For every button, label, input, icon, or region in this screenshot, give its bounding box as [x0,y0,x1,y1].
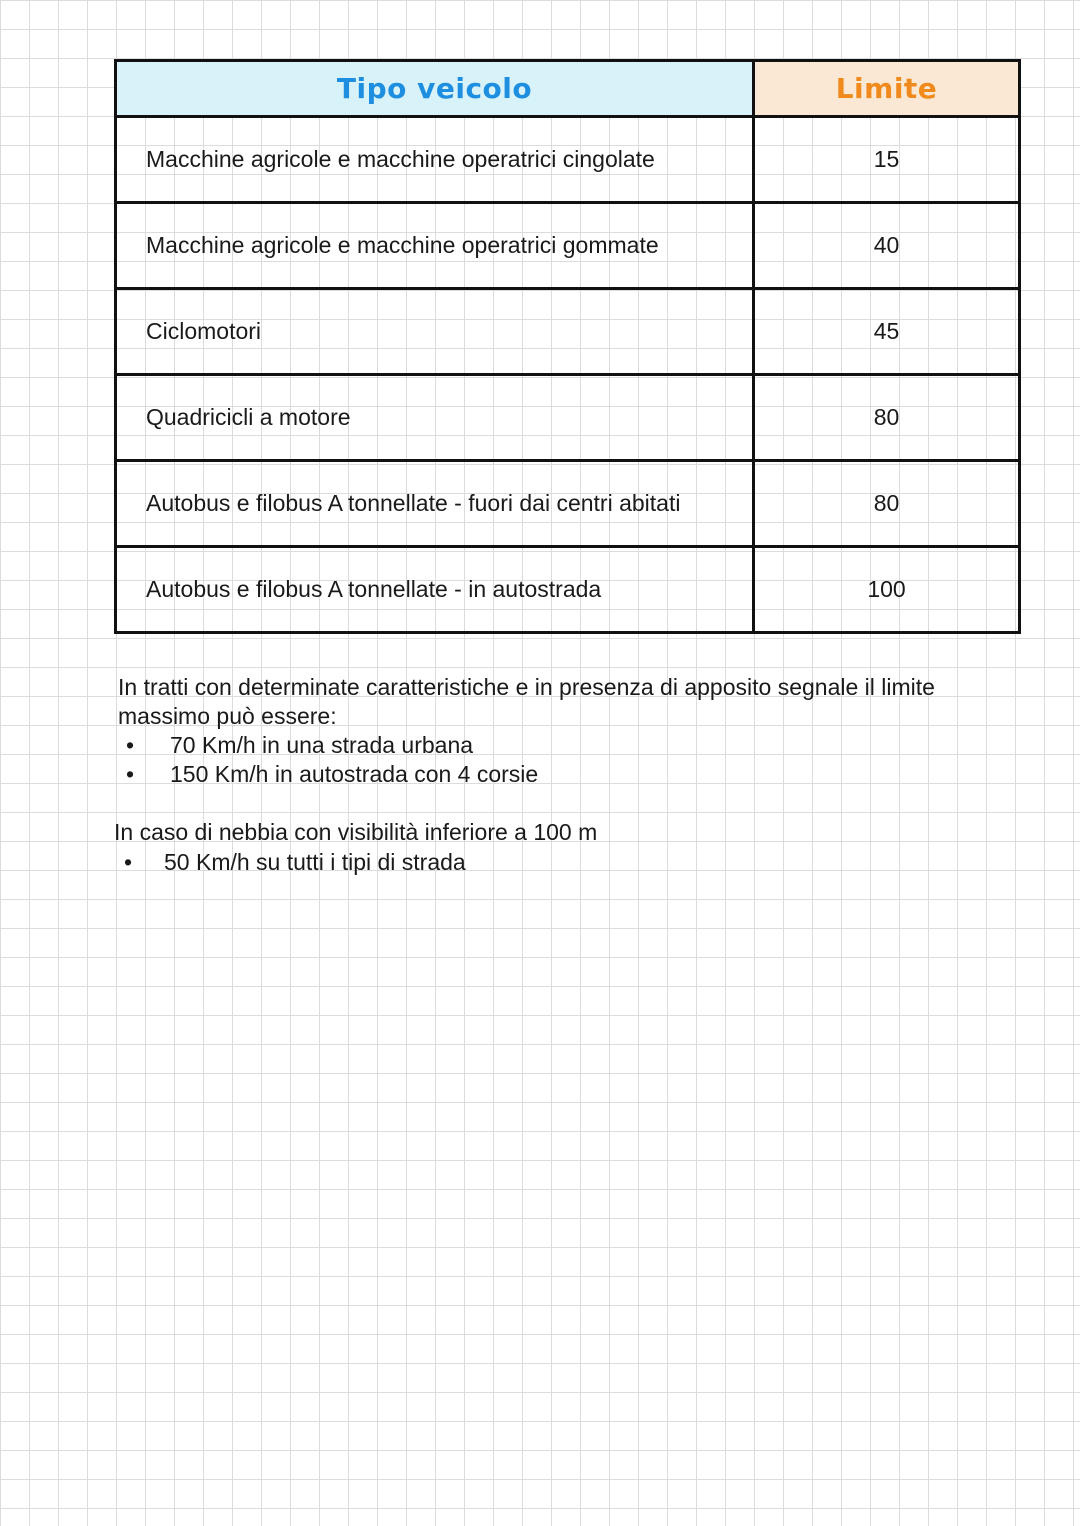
table-row [116,203,1020,289]
vehicle-cell: Macchine agricole e macchine operatrici gommate [116,203,754,289]
limit-cell: 80 [754,461,1020,547]
vehicle-cell: Ciclomotori [116,289,754,375]
fog-note [114,817,994,877]
table-row [116,547,1020,633]
signal-limits-note [118,673,998,789]
vehicle-cell: Autobus e filobus A tonnellate - in autostrada [116,547,754,633]
table-row [116,461,1020,547]
table-row [116,117,1020,203]
signal-limits-intro: In tratti con determinate caratteristiche e in presenza di apposito segnale il limite massimo può essere: [118,674,935,729]
bullet-icon: • [124,849,133,875]
fog-list [114,847,994,877]
fog-intro: In caso di nebbia con visibilità inferiore a 100 m [114,819,598,845]
vehicle-cell: Autobus e filobus A tonnellate - fuori dai centri abitati [116,461,754,547]
list-item [118,731,998,760]
list-item-text: 150 Km/h in autostrada con 4 corsie [170,761,539,787]
header-limit-label: Limite [835,72,938,105]
list-item-text: 50 Km/h su tutti i tipi di strada [164,849,466,875]
table-row [116,375,1020,461]
signal-limits-list [118,731,998,789]
vehicle-cell: Quadricicli a motore [116,375,754,461]
limit-cell: 100 [754,547,1020,633]
header-limit [754,61,1020,117]
limit-cell: 80 [754,375,1020,461]
table-header-row [116,61,1020,117]
bullet-icon: • [126,761,135,787]
list-item [114,847,994,877]
list-item [118,760,998,789]
list-item-text: 70 Km/h in una strada urbana [170,732,474,758]
bullet-icon: • [126,732,135,758]
header-vehicle-label: Tipo veicolo [336,72,533,105]
limit-cell: 15 [754,117,1020,203]
limit-cell: 40 [754,203,1020,289]
limit-cell: 45 [754,289,1020,375]
speed-limit-table [114,59,1021,634]
vehicle-cell: Macchine agricole e macchine operatrici cingolate [116,117,754,203]
header-vehicle-type [116,61,754,117]
table-row [116,289,1020,375]
